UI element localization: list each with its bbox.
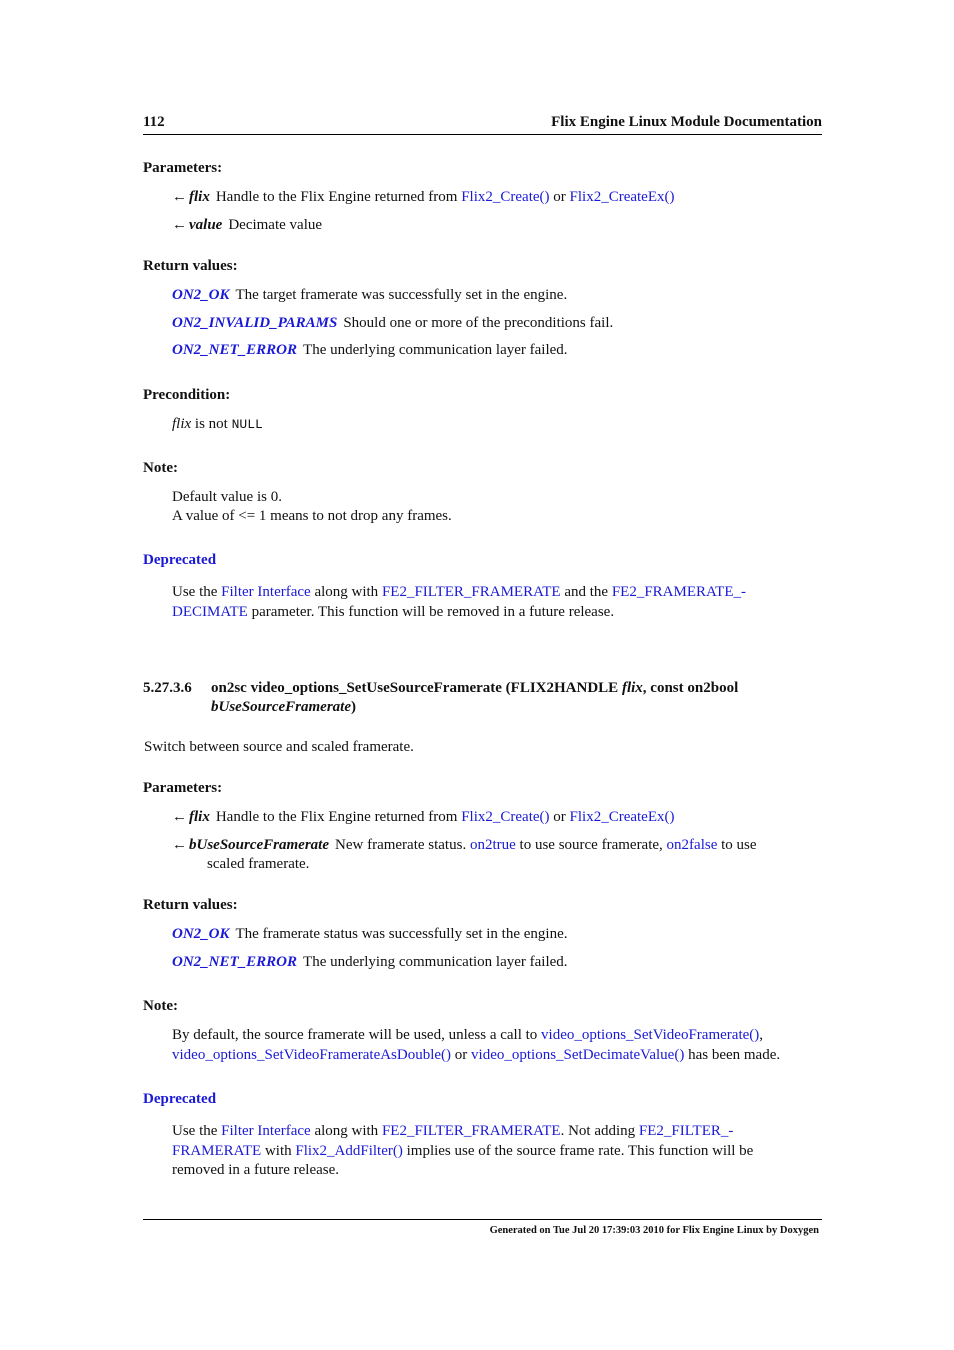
fe2-filter-framerate-link-2[interactable]: FE2_FILTER_-: [638, 1123, 734, 1139]
footer-text: Generated on Tue Jul 20 17:39:03 2010 for Flix Engine Linux by Doxygen: [489, 1225, 819, 1236]
precondition-text: flix is not NULL: [172, 416, 263, 432]
section-number: 5.27.3.6: [143, 680, 192, 696]
return-row: ON2_NET_ERROR The underlying communication layer failed.: [172, 954, 568, 970]
fe2-framerate-decimate-link[interactable]: FE2_FRAMERATE_-: [611, 584, 746, 600]
deprecated-link[interactable]: Deprecated: [143, 552, 217, 568]
return-row: ON2_NET_ERROR The underlying communication layer failed.: [172, 342, 568, 358]
on2-ok-link[interactable]: ON2_OK: [172, 287, 230, 303]
on2-invalid-params-link[interactable]: ON2_INVALID_PARAMS: [172, 315, 338, 331]
param-row: ← bUseSourceFramerate New framerate status. on2true to use source framerate, on2false to use: [172, 837, 757, 853]
return-row: ON2_OK The framerate status was successfully set in the engine.: [172, 926, 568, 942]
section-heading: 5.27.3.6 on2sc video_options_SetUseSourceFramerate (FLIX2HANDLE flix, const on2bool bUseSourceFramerate): [143, 680, 739, 715]
on2-ok-link[interactable]: ON2_OK: [172, 926, 230, 942]
set-video-framerate-link[interactable]: video_options_SetVideoFramerate(): [541, 1027, 760, 1043]
param-continuation: scaled framerate.: [207, 856, 310, 872]
fe2-filter-framerate-link[interactable]: FE2_FILTER_FRAMERATE: [381, 1123, 561, 1139]
deprecated-text: Use the Filter Interface along with FE2_FILTER_FRAMERATE and the FE2_FRAMERATE_- DECIMATE parameter. This function will be removed in a future release.: [172, 584, 746, 620]
flix2-createex-link[interactable]: Flix2_CreateEx(): [569, 809, 675, 825]
param-row: ← flix Handle to the Flix Engine returned from Flix2_Create() or Flix2_CreateEx(): [172, 809, 675, 825]
set-decimate-value-link[interactable]: video_options_SetDecimateValue(): [471, 1046, 685, 1063]
page-header: [143, 114, 822, 135]
param-name: bUseSourceFramerate: [189, 837, 329, 853]
deprecated-text: Use the Filter Interface along with FE2_FILTER_FRAMERATE. Not adding FE2_FILTER_- FRAMERATE with Flix2_AddFilter() implies use of the source frame rate. This function will be removed in a future release.: [172, 1123, 754, 1178]
flix2-addfilter-link[interactable]: Flix2_AddFilter(): [295, 1142, 403, 1159]
fe2-filter-framerate-link-2-cont[interactable]: FRAMERATE: [172, 1142, 262, 1159]
param-row: ← value Decimate value: [172, 217, 323, 233]
return-values-heading: Return values:: [143, 897, 238, 913]
precondition-heading: Precondition:: [143, 387, 231, 403]
filter-interface-link[interactable]: Filter Interface: [221, 1123, 311, 1139]
param-name: flix: [189, 809, 210, 825]
header-title: Flix Engine Linux Module Documentation: [551, 114, 822, 130]
parameters-heading: Parameters:: [143, 160, 223, 176]
note-heading: Note:: [143, 460, 178, 476]
param-name: flix: [189, 189, 210, 205]
deprecated-link[interactable]: Deprecated: [143, 1091, 217, 1107]
flix2-create-link[interactable]: Flix2_Create(): [461, 189, 550, 205]
return-row: ON2_OK The target framerate was successfully set in the engine.: [172, 287, 568, 303]
parameters-heading: Parameters:: [143, 780, 223, 796]
note-heading: Note:: [143, 998, 178, 1014]
param-name: value: [189, 217, 223, 233]
filter-interface-link[interactable]: Filter Interface: [221, 584, 311, 600]
flix2-create-link[interactable]: Flix2_Create(): [461, 809, 550, 825]
on2-net-error-link[interactable]: ON2_NET_ERROR: [172, 342, 298, 358]
note-line: A value of <= 1 means to not drop any frames.: [172, 508, 452, 524]
return-values-heading: Return values:: [143, 258, 238, 274]
on2true-link[interactable]: on2true: [469, 837, 516, 853]
page-footer: [143, 1219, 822, 1236]
section-description: Switch between source and scaled framerate.: [144, 739, 414, 755]
param-row: ← flix Handle to the Flix Engine returned from Flix2_Create() or Flix2_CreateEx(): [172, 189, 675, 205]
on2-net-error-link[interactable]: ON2_NET_ERROR: [172, 954, 298, 970]
note-line: Default value is 0.: [172, 489, 282, 505]
fe2-filter-framerate-link[interactable]: FE2_FILTER_FRAMERATE: [381, 584, 561, 600]
on2false-link[interactable]: on2false: [666, 837, 718, 853]
note-text: By default, the source framerate will be used, unless a call to video_options_SetVideoFramerate(), video_options_SetVideoFramerateAsDouble() or video_options_SetDecimateValue() has been made.: [172, 1027, 781, 1063]
page-number: 112: [143, 114, 165, 130]
flix2-createex-link[interactable]: Flix2_CreateEx(): [569, 189, 675, 205]
return-row: ON2_INVALID_PARAMS Should one or more of the preconditions fail.: [172, 315, 614, 331]
fe2-framerate-decimate-link-cont[interactable]: DECIMATE: [172, 603, 248, 620]
set-video-framerate-as-double-link[interactable]: video_options_SetVideoFramerateAsDouble(): [172, 1046, 452, 1063]
